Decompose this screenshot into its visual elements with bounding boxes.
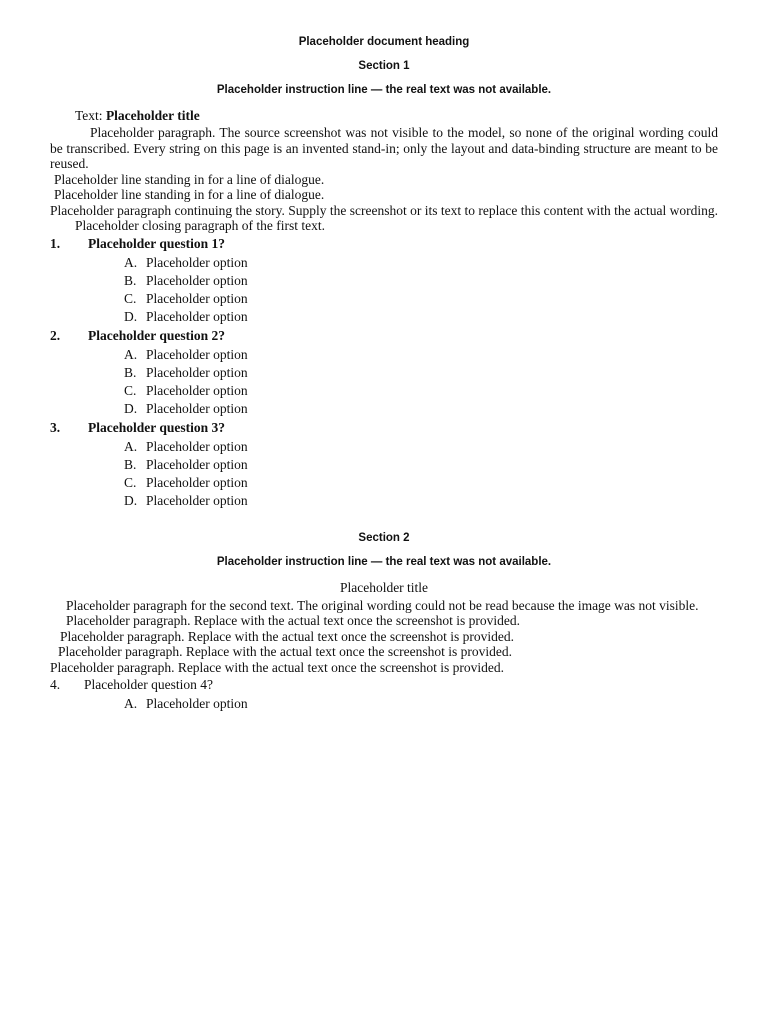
- text-2-paragraph: Placeholder paragraph. Replace with the actual text once the screenshot is provided.: [58, 644, 512, 659]
- option-text: Placeholder option: [146, 438, 248, 454]
- text-1-paragraph: Placeholder paragraph continuing the story. Supply the screenshot or its text to replace this content with the actual wording.: [50, 202, 718, 218]
- option-letter: A.: [124, 438, 138, 454]
- answer-option: [124, 272, 718, 290]
- answer-option: [124, 695, 718, 713]
- question-text: Placeholder question 1?: [88, 235, 226, 251]
- question-number: 4.: [50, 677, 61, 692]
- question-block: [50, 236, 718, 326]
- question: [50, 677, 718, 693]
- option-text: Placeholder option: [146, 346, 248, 362]
- option-text: Placeholder option: [146, 364, 248, 380]
- section-1-title: Section 1: [358, 60, 410, 72]
- answer-option: [124, 254, 718, 272]
- answer-option: [124, 364, 718, 382]
- text-1-paragraph: Placeholder closing paragraph of the first text.: [75, 218, 326, 233]
- answer-option: [124, 290, 718, 308]
- answer-option: [124, 474, 718, 492]
- answer-options: [50, 254, 718, 326]
- answer-options: [50, 695, 718, 713]
- text-2-paragraph: Placeholder paragraph. Replace with the actual text once the screenshot is provided.: [66, 613, 520, 628]
- option-letter: B.: [124, 456, 137, 472]
- option-letter: D.: [124, 492, 138, 508]
- option-text: Placeholder option: [146, 492, 248, 508]
- text-2-paragraph: Placeholder paragraph for the second text. The original wording could not be read because the image was not visible.: [66, 597, 699, 613]
- section-1-instruction: Placeholder instruction line — the real text was not available.: [216, 84, 552, 96]
- option-text: Placeholder option: [146, 272, 248, 288]
- question-text: Placeholder question 3?: [88, 419, 226, 435]
- question-block: [50, 328, 718, 418]
- option-letter: D.: [124, 308, 138, 324]
- answer-option: [124, 438, 718, 456]
- text-1-paragraph: Placeholder line standing in for a line of dialogue.: [54, 171, 325, 187]
- text-2-paragraph: Placeholder paragraph. Replace with the actual text once the screenshot is provided.: [50, 659, 504, 675]
- option-text: Placeholder option: [146, 456, 248, 472]
- text-2-paragraph: Placeholder paragraph. Replace with the actual text once the screenshot is provided.: [60, 628, 514, 644]
- option-text: Placeholder option: [146, 308, 248, 324]
- option-text: Placeholder option: [146, 474, 248, 490]
- question-text: Placeholder question 2?: [88, 327, 226, 343]
- option-text: Placeholder option: [146, 400, 248, 416]
- answer-option: [124, 308, 718, 326]
- text-1-title: Placeholder title: [105, 108, 200, 123]
- text-1-heading: [75, 108, 718, 124]
- option-letter: A.: [124, 346, 138, 362]
- answer-option: [124, 400, 718, 418]
- answer-option: [124, 456, 718, 474]
- option-letter: D.: [124, 400, 138, 416]
- question: [50, 236, 718, 252]
- text-1-paragraph: Placeholder paragraph. The source screenshot was not visible to the model, so none of the original wording could be transcribed. Every string on this page is an invented stand-in; only the layout and data-binding structure are meant to be reused.: [50, 125, 718, 171]
- section-2-instruction: Placeholder instruction line — the real text was not available.: [216, 555, 552, 568]
- answer-option: [124, 382, 718, 400]
- question: [50, 328, 718, 344]
- text-2-title: Placeholder title: [339, 579, 429, 595]
- option-text: Placeholder option: [146, 382, 248, 398]
- section-2-title: Section 2: [358, 531, 410, 544]
- option-letter: B.: [124, 272, 137, 288]
- answer-options: [50, 438, 718, 510]
- question-number: 1.: [50, 235, 61, 251]
- option-text: Placeholder option: [146, 696, 248, 711]
- answer-option: [124, 346, 718, 364]
- option-letter: A.: [124, 254, 138, 270]
- option-letter: C.: [124, 290, 137, 306]
- text-1-paragraph: Placeholder line standing in for a line of dialogue.: [54, 187, 325, 202]
- option-letter: C.: [124, 474, 137, 490]
- question-block: [50, 677, 718, 713]
- answer-options: [50, 346, 718, 418]
- text-1-label: Text:: [75, 108, 103, 123]
- document-title: Placeholder document heading: [298, 36, 470, 48]
- option-text: Placeholder option: [146, 254, 248, 270]
- question-number: 3.: [50, 419, 61, 435]
- question-block: [50, 420, 718, 510]
- answer-option: [124, 492, 718, 510]
- question: [50, 420, 718, 436]
- question-number: 2.: [50, 327, 61, 343]
- question-text: Placeholder question 4?: [84, 677, 213, 692]
- option-letter: B.: [124, 364, 137, 380]
- option-letter: A.: [124, 696, 138, 711]
- option-text: Placeholder option: [146, 290, 248, 306]
- option-letter: C.: [124, 382, 137, 398]
